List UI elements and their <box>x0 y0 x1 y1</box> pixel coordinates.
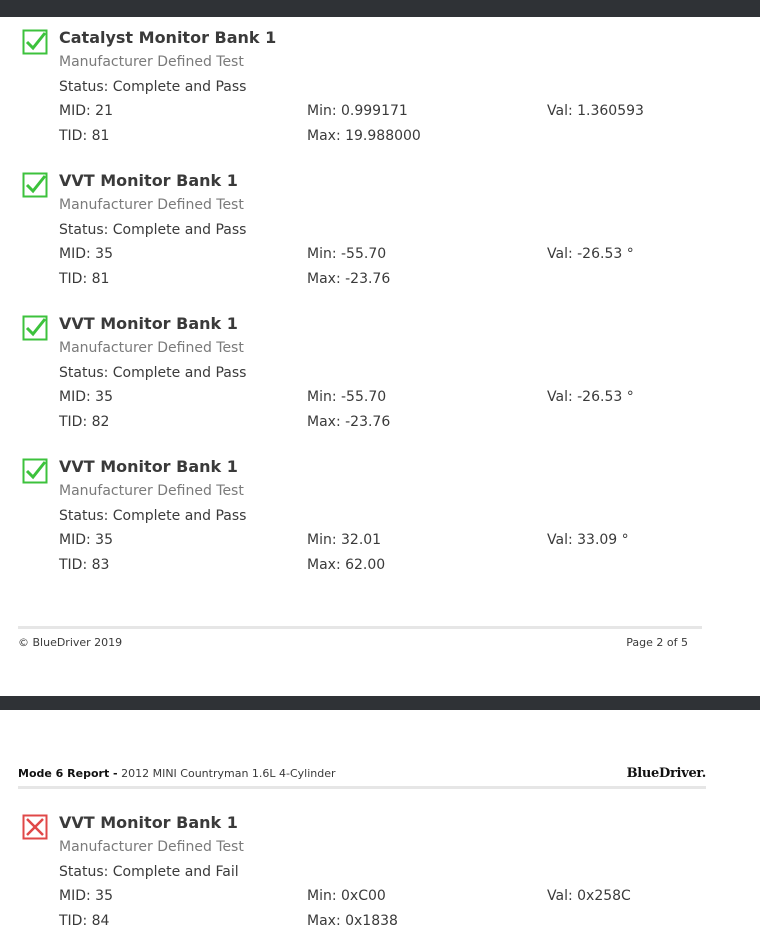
footer-copyright: © BlueDriver 2019 <box>18 636 123 649</box>
test-title: VVT Monitor Bank 1 <box>59 813 238 832</box>
x-icon <box>22 814 48 840</box>
test-val: Val: 1.360593 <box>547 103 644 119</box>
footer-page-number: Page 2 of 5 <box>626 636 688 649</box>
test-result <box>0 314 760 452</box>
test-mid: MID: 35 <box>59 389 113 405</box>
test-subtitle: Manufacturer Defined Test <box>59 340 244 356</box>
test-mid: MID: 35 <box>59 532 113 548</box>
test-result <box>0 457 760 595</box>
check-icon <box>22 29 48 55</box>
check-icon <box>22 458 48 484</box>
test-title: VVT Monitor Bank 1 <box>59 457 238 476</box>
report-label: Mode 6 Report - <box>18 767 118 780</box>
test-tid: TID: 83 <box>59 557 110 573</box>
test-status: Status: Complete and Pass <box>59 365 247 381</box>
check-icon <box>22 172 48 198</box>
test-min: Min: 32.01 <box>307 532 382 548</box>
page-top-bar <box>0 0 760 17</box>
test-status: Status: Complete and Pass <box>59 222 247 238</box>
test-min: Min: 0xC00 <box>307 888 386 904</box>
test-result <box>0 171 760 309</box>
test-max: Max: 0x1838 <box>307 913 398 929</box>
test-title: Catalyst Monitor Bank 1 <box>59 28 277 47</box>
test-mid: MID: 21 <box>59 103 113 119</box>
header-divider <box>18 786 706 789</box>
test-status: Status: Complete and Fail <box>59 864 239 880</box>
report-vehicle: 2012 MINI Countryman 1.6L 4-Cylinder <box>117 767 336 780</box>
test-max: Max: 19.988000 <box>307 128 421 144</box>
test-title: VVT Monitor Bank 1 <box>59 314 238 333</box>
test-result <box>0 813 760 951</box>
check-icon <box>22 315 48 341</box>
test-val: Val: 33.09 ° <box>547 532 629 548</box>
test-result <box>0 28 760 166</box>
test-val: Val: -26.53 ° <box>547 246 634 262</box>
report-header <box>18 767 706 785</box>
test-subtitle: Manufacturer Defined Test <box>59 839 244 855</box>
test-subtitle: Manufacturer Defined Test <box>59 197 244 213</box>
footer-divider <box>18 626 702 629</box>
test-status: Status: Complete and Pass <box>59 79 247 95</box>
test-min: Min: -55.70 <box>307 389 387 405</box>
test-tid: TID: 82 <box>59 414 110 430</box>
test-min: Min: 0.999171 <box>307 103 408 119</box>
test-mid: MID: 35 <box>59 888 113 904</box>
test-max: Max: -23.76 <box>307 271 391 287</box>
test-val: Val: -26.53 ° <box>547 389 634 405</box>
test-max: Max: -23.76 <box>307 414 391 430</box>
test-status: Status: Complete and Pass <box>59 508 247 524</box>
test-tid: TID: 84 <box>59 913 110 929</box>
test-tid: TID: 81 <box>59 271 110 287</box>
test-max: Max: 62.00 <box>307 557 386 573</box>
page-separator-bar <box>0 696 760 710</box>
test-tid: TID: 81 <box>59 128 110 144</box>
test-min: Min: -55.70 <box>307 246 387 262</box>
test-mid: MID: 35 <box>59 246 113 262</box>
test-title: VVT Monitor Bank 1 <box>59 171 238 190</box>
test-subtitle: Manufacturer Defined Test <box>59 483 244 499</box>
bluedriver-logo: BlueDriver. <box>626 766 706 781</box>
test-val: Val: 0x258C <box>547 888 631 904</box>
test-subtitle: Manufacturer Defined Test <box>59 54 244 70</box>
